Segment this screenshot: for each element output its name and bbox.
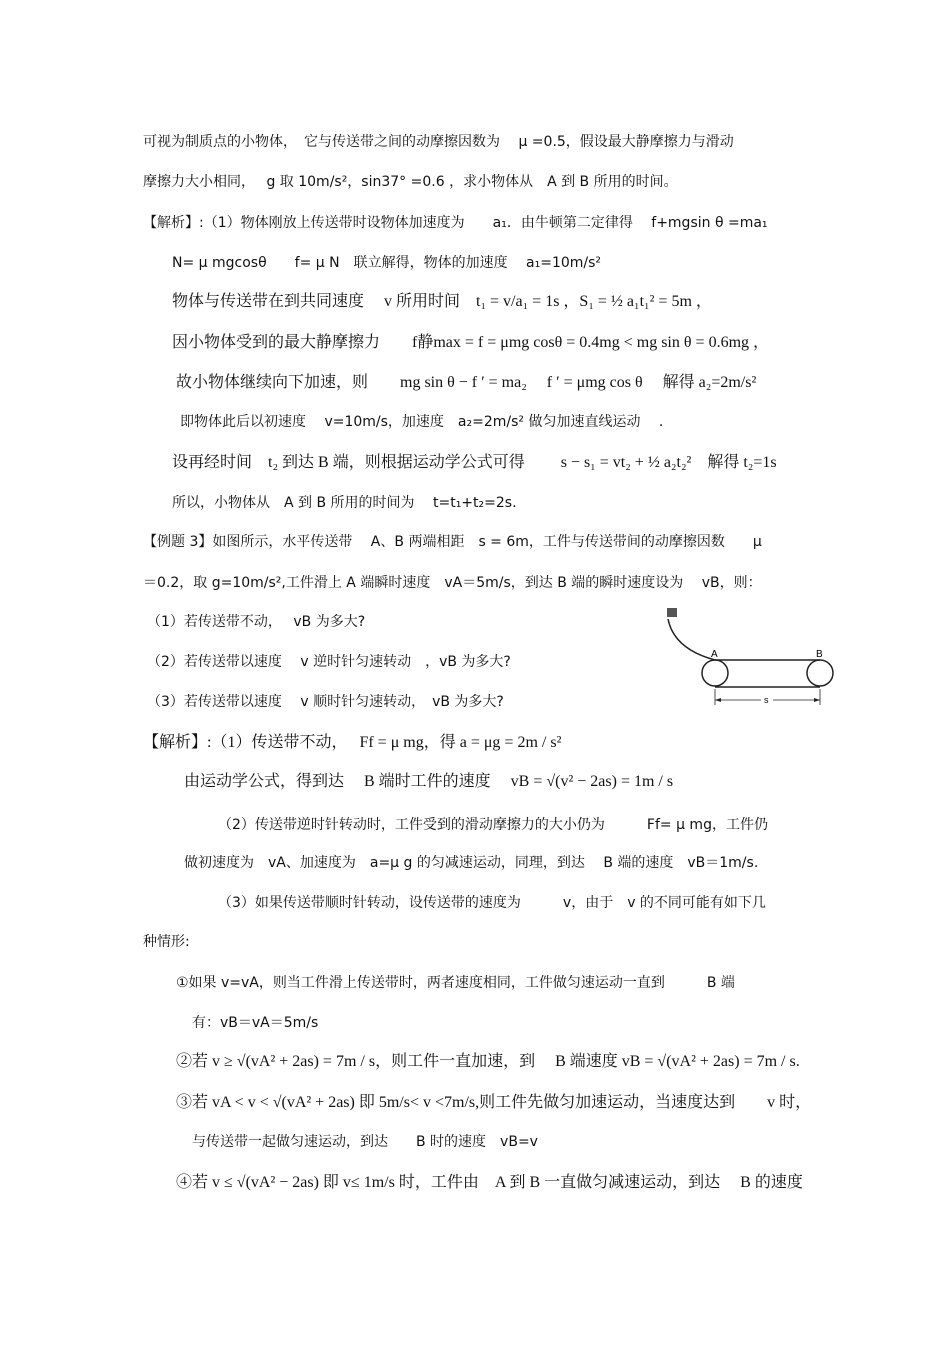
line-7: 故小物体继续向下加速，则 mg sin θ − f ′ = ma₂ f ′ = μmg cos θ 解得 a₂=2m/s² [176,374,757,391]
line-21: 种情形: [143,934,190,950]
dim-arrow-left [715,698,721,702]
line-26: 与传送带一起做匀速运动，到达 B 时的速度 vB=v [192,1134,538,1150]
line-15: （3）若传送带以速度 v 顺时针匀速转动， vB 为多大? [147,694,504,710]
label-s: s [764,695,769,705]
line-11: 【例题 3】如图所示，水平传送带 A、B 两端相距 s = 6m，工件与传送带间的动摩擦因数 μ [143,534,762,550]
line-17: 由运动学公式，得到达 B 端时工件的速度 vB = √(v² − 2as) = 1m / s [184,773,674,790]
line-6: 因小物体受到的最大静摩擦力 f静max = f = μmg cosθ = 0.4mg < mg sin θ = 0.6mg ， [172,334,770,351]
line-9: 设再经时间 t₂ 到达 B 端，则根据运动学公式可得 s − s₁ = vt₂ + ½ a₂t₂² 解得 t₂=1s [172,454,777,471]
line-13: （1）若传送带不动， vB 为多大? [147,614,366,630]
label-b: B [816,649,823,660]
block [667,608,677,617]
line-18: （2）传送带逆时针转动时，工件受到的滑动摩擦力的大小仍为 Ff= μ mg，工件仍 [218,817,768,833]
line-4: N= μ mgcosθ f= μ N 联立解得，物体的加速度 a₁=10m/s² [172,255,602,271]
label-a: A [711,649,718,660]
line-1: 可视为制质点的小物体， 它与传送带之间的动摩擦因数为 μ =0.5，假设最大静摩擦力与滑动 [143,134,734,150]
line-19: 做初速度为 vA、加速度为 a=μ g 的匀减速运动，同理，到达 B 端的速度 vB＝1m/s. [184,855,759,871]
line-5: 物体与传送带在到共同速度 v 所用时间 t₁ = v/a₁ = 1s ，S₁ = ½ a₁t₁² = 5m ， [172,293,712,310]
line-16: 【解析】:（1）传送带不动， Ff = μ mg，得 a = μg = 2m / s² [143,734,562,751]
line-10: 所以，小物体从 A 到 B 所用的时间为 t=t₁+t₂=2s. [172,495,517,511]
line-14: （2）若传送带以速度 v 逆时针匀速转动 ，vB 为多大? [147,654,511,670]
line-27: ④若 v ≤ √(vA² − 2as) 即 v≤ 1m/s 时，工件由 A 到 B 一直做匀减速运动，到达 B 的速度 [176,1174,803,1191]
line-2: 摩擦力大小相同， g 取 10m/s²，sin37° =0.6 ，求小物体从 A 到 B 所用的时间。 [143,174,678,190]
line-23: 有：vB＝vA＝5m/s [192,1015,319,1031]
ramp-curve [668,619,715,660]
line-3: 【解析】:（1）物体刚放上传送带时设物体加速度为 a₁．由牛顿第二定律得 f+mgsin θ =ma₁ [143,215,768,231]
line-25: ③若 vA < v < √(vA² + 2as) 即 5m/s< v <7m/s,则工件先做匀加速运动，当速度达到 v 时， [176,1094,812,1111]
line-12: ＝0.2，取 g=10m/s²,工件滑上 A 端瞬时速度 vA＝5m/s，到达 B 端的瞬时速度设为 vB，则： [143,575,762,591]
line-24: ②若 v ≥ √(vA² + 2as) = 7m / s，则工件一直加速，到 B 端速度 vB = √(vA² + 2as) = 7m / s. [176,1053,800,1070]
line-20: （3）如果传送带顺时针转动，设传送带的速度为 v，由于 v 的不同可能有如下几 [218,895,766,911]
line-8: 即物体此后以初速度 v=10m/s，加速度 a₂=2m/s² 做匀加速直线运动 . [180,414,664,430]
dim-arrow-right [814,698,820,702]
pulley-a [702,660,728,686]
conveyor-diagram [660,605,840,710]
pulley-b [807,660,833,686]
line-22: ①如果 v=vA，则当工件滑上传送带时，两者速度相同，工件做匀速运动一直到 B 端 [176,975,735,991]
